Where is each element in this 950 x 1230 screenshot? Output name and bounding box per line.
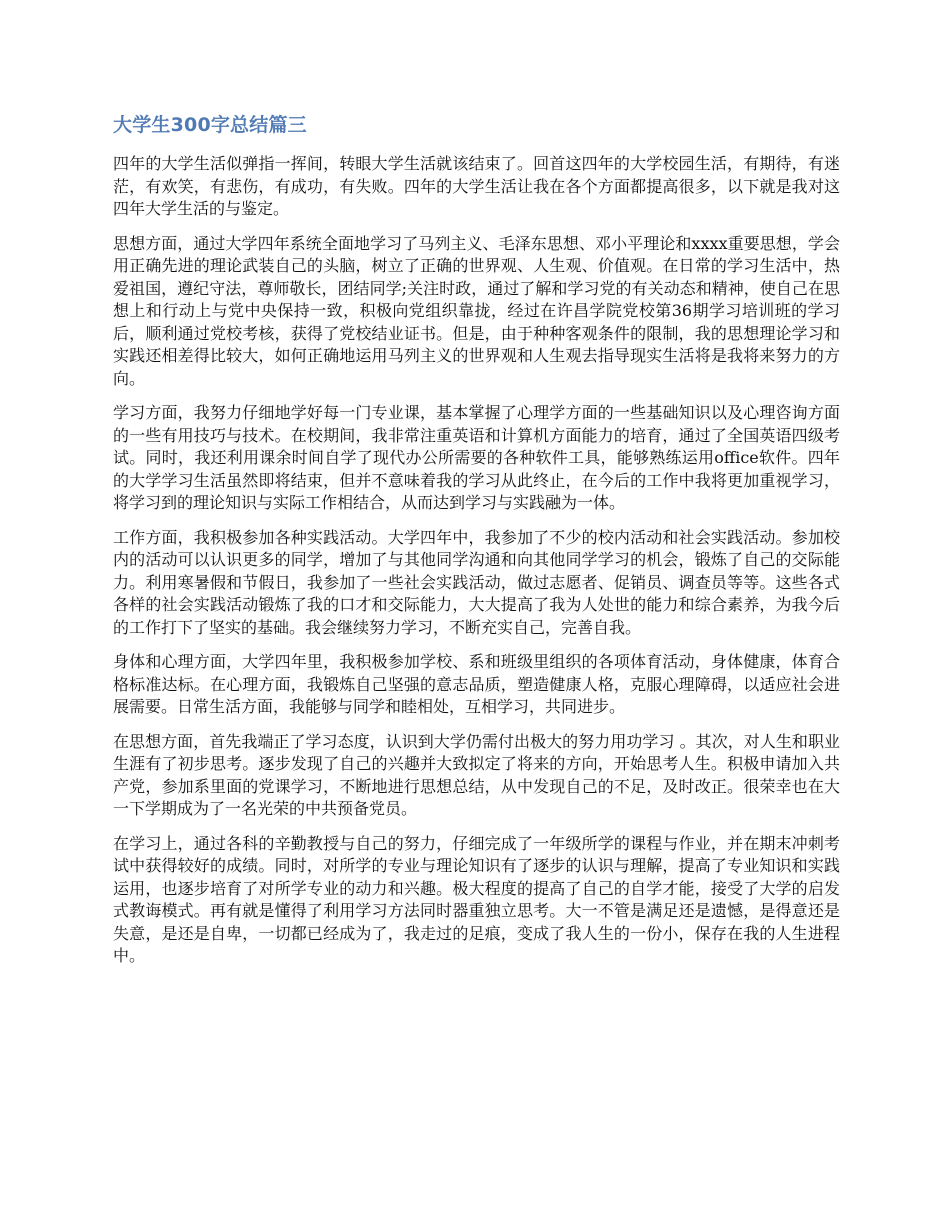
paragraph-learning: 在学习上，通过各科的辛勤教授与自己的努力，仔细完成了一年级所学的课程与作业，并在期末冲刺考试中获得较好的成绩。同时，对所学的专业与理论知识有了逐步的认识与理解，提高了专业知识和实践运用，也逐步培育了对所学专业的动力和兴趣。极大程度的提高了自己的自学才能，接受了大学的启发式教诲模式。再有就是懂得了利用学习方法同时器重独立思考。大一不管是满足还是遗憾，是得意还是失意，是还是自卑，一切都已经成为了，我走过的足痕，变成了我人生的一份小，保存在我的人生进程中。 [113, 833, 840, 965]
paragraph-study: 学习方面，我努力仔细地学好每一门专业课，基本掌握了心理学方面的一些基础知识以及心理咨询方面的一些有用技巧与技术。在校期间，我非常注重英语和计算机方面能力的培育，通过了全国英语四级考试。同时，我还利用课余时间自学了现代办公所需要的各种软件工具，能够熟练运用office软件。四年的大学学习生活虽然即将结束，但并不意味着我的学习从此终止，在今后的工作中我将更加重视学习，将学习到的理论知识与实际工作相结合，从而达到学习与实践融为一体。 [113, 403, 840, 512]
paragraph-ideology: 思想方面，通过大学四年系统全面地学习了马列主义、毛泽东思想、邓小平理论和xxxx重要思想，学会用正确先进的理论武装自己的头脑，树立了正确的世界观、人生观、价值观。在日常的学习生活中，热爱祖国，遵纪守法，尊师敬长，团结同学;关注时政，通过了解和学习党的有关动态和精神，使自己在思想上和行动上与党中央保持一致，积极向党组织靠拢，经过在许昌学院党校第36期学习培训班的学习后，顺利通过党校考核，获得了党校结业证书。但是，由于种种客观条件的限制，我的思想理论学习和实践还相差得比较大，如何正确地运用马列主义的世界观和人生观去指导现实生活将是我将来努力的方向。 [113, 233, 840, 388]
paragraph-health: 身体和心理方面，大学四年里，我积极参加学校、系和班级里组织的各项体育活动，身体健康，体育合格标准达标。在心理方面，我锻炼自己坚强的意志品质，塑造健康人格，克服心理障碍，以适应社会进展需要。日常生活方面，我能够与同学和睦相处，互相学习，共同进步。 [113, 652, 840, 716]
document-title: 大学生300字总结篇三 [113, 114, 307, 136]
paragraph-thought: 在思想方面，首先我端正了学习态度，认识到大学仍需付出极大的努力用功学习 。其次，对人生和职业生涯有了初步思考。逐步发现了自己的兴趣并大致拟定了将来的方向，开始思考人生。积极申请加入共产党，参加系里面的党课学习，不断地进行思想总结，从中发现自己的不足，及时改正。很荣幸也在大一下学期成为了一名光荣的中共预备党员。 [113, 731, 840, 818]
paragraph-work: 工作方面，我积极参加各种实践活动。大学四年中，我参加了不少的校内活动和社会实践活动。参加校内的活动可以认识更多的同学，增加了与其他同学沟通和向其他同学学习的机会，锻炼了自己的交际能力。利用寒暑假和节假日，我参加了一些社会实践活动，做过志愿者、促销员、调查员等等。这些各式各样的社会实践活动锻炼了我的口才和交际能力，大大提高了我为人处世的能力和综合素养，为我今后的工作打下了坚实的基础。我会继续努力学习，不断充实自己，完善自我。 [113, 527, 840, 637]
paragraph-intro: 四年的大学生活似弹指一挥间，转眼大学生活就该结束了。回首这四年的大学校园生活，有期待，有迷茫，有欢笑，有悲伤，有成功，有失败。四年的大学生活让我在各个方面都提高很多，以下就是我对这四年大学生活的与鉴定。 [113, 154, 840, 218]
document-page [113, 110, 840, 980]
